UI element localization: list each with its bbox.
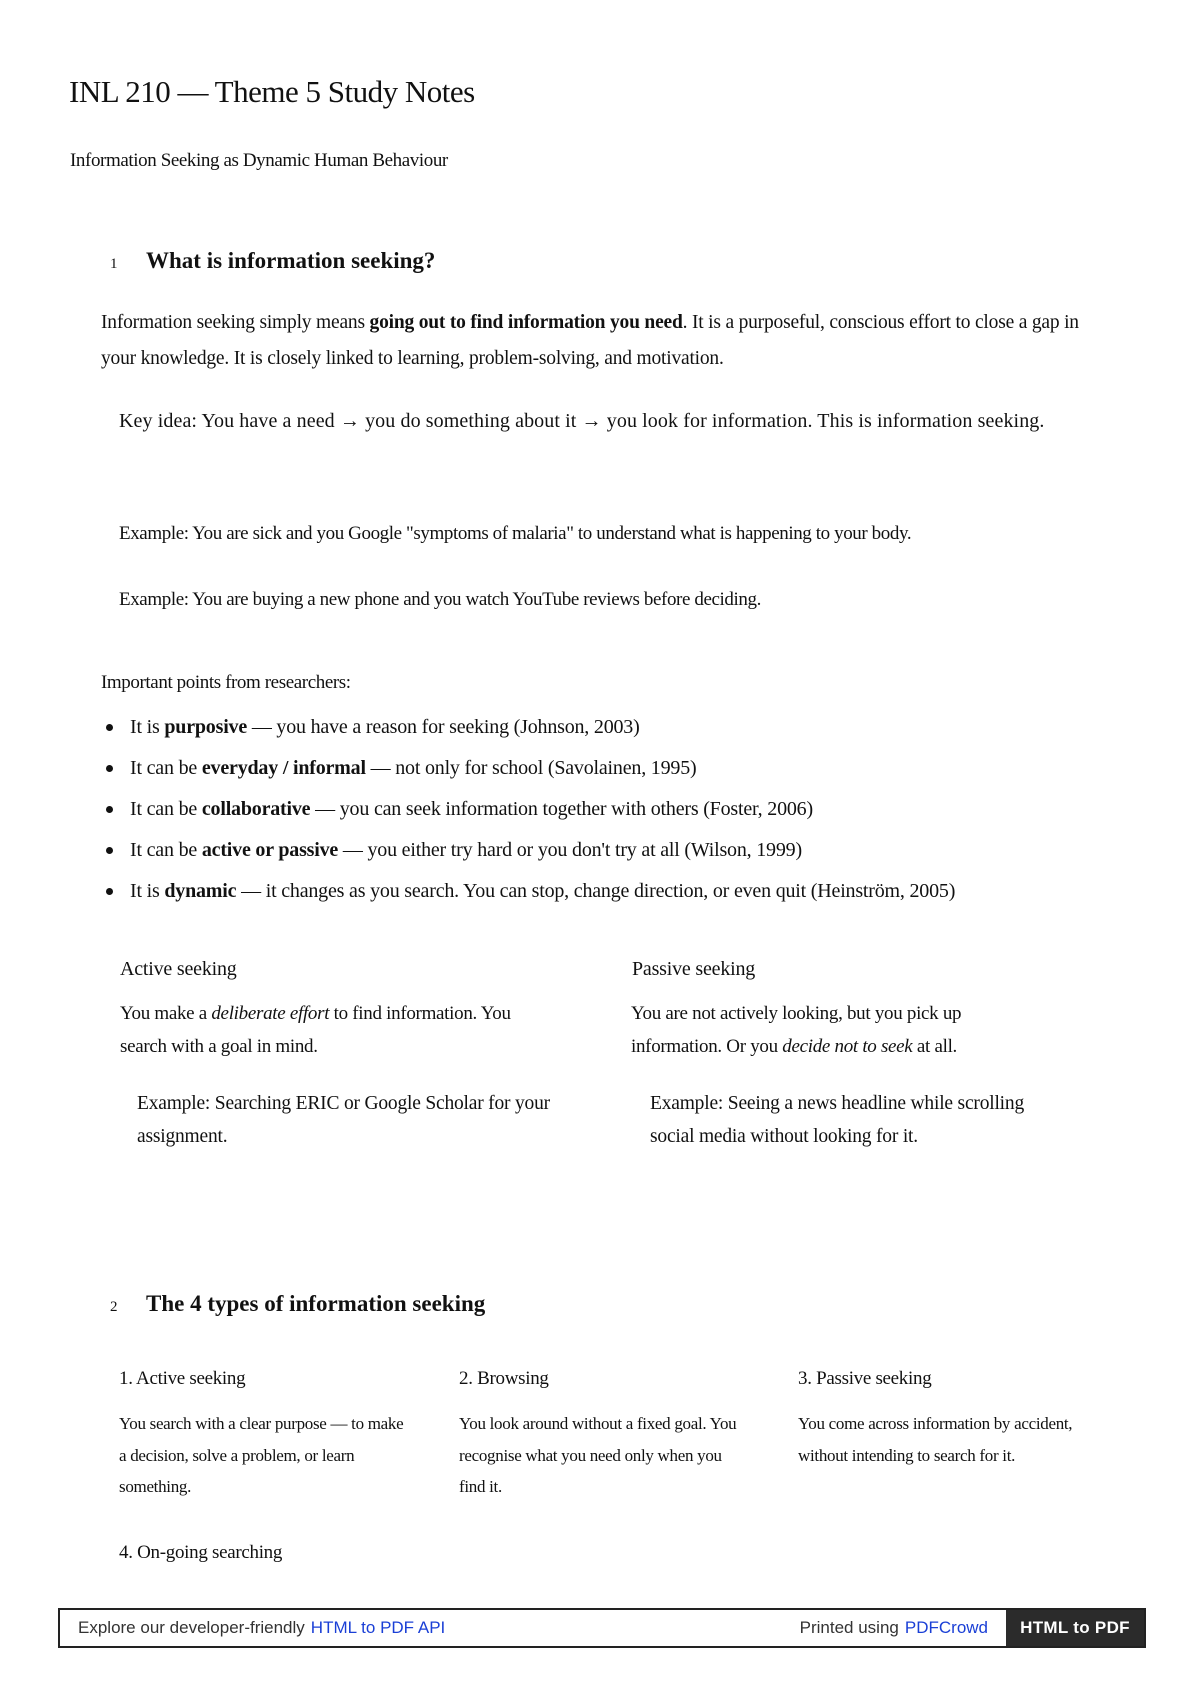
type-active-text: You search with a clear purpose — to make a decision, solve a problem, or learn something. (119, 1414, 404, 1496)
list-item: It can be active or passive — you either try hard or you don't try at all (Wilson, 1999) (106, 835, 955, 876)
research-points-list (106, 712, 955, 917)
html-to-pdf-badge[interactable]: HTML to PDF (1006, 1610, 1144, 1646)
footer-printed-text: Printed using (799, 1618, 899, 1637)
list-item: It can be everyday / informal — not only for school (Savolainen, 1995) (106, 753, 955, 794)
example-malaria: Example: You are sick and you Google "symptoms of malaria" to understand what is happening to your body. (119, 523, 912, 544)
html-to-pdf-api-link[interactable]: HTML to PDF API (310, 1618, 446, 1637)
points-label: Important points from researchers: (101, 672, 351, 693)
footer-promo-text: Explore our developer-friendly (78, 1618, 305, 1637)
type-active-title: 1. Active seeking (119, 1368, 246, 1389)
type-ongoing-title: 4. On-going searching (119, 1542, 283, 1563)
passive-seeking-title: Passive seeking (632, 958, 756, 980)
section-title: What is information seeking? (146, 248, 436, 273)
type-browsing-title: 2. Browsing (459, 1368, 549, 1389)
bullet-icon (106, 765, 113, 772)
section-heading-1 (110, 248, 435, 274)
type-browsing-text: You look around without a fixed goal. You recognise what you need only when you find it. (459, 1414, 737, 1496)
section-heading-2 (110, 1291, 485, 1317)
passive-seeking-text: You are not actively looking, but you pick up information. Or you decide not to seek at all. (631, 1003, 962, 1057)
pdfcrowd-footer (58, 1608, 1146, 1648)
type-passive-text: You come across information by accident, without intending to search for it. (798, 1414, 1073, 1465)
list-item: It is purposive — you have a reason for seeking (Johnson, 2003) (106, 712, 955, 753)
key-idea: Key idea: You have a need → you do something about it → you look for information. This is information seeking. (119, 410, 1045, 432)
bullet-icon (106, 806, 113, 813)
type-passive-title: 3. Passive seeking (798, 1368, 932, 1389)
intro-text-end: . It is a purposeful, conscious effort to close a gap in your knowledge. It is closely linked to learning, problem-solving, and motivation. (101, 312, 1079, 369)
page-title: INL 210 — Theme 5 Study Notes (69, 74, 475, 109)
bullet-icon (106, 724, 113, 731)
example-phone: Example: You are buying a new phone and you watch YouTube reviews before deciding. (119, 589, 761, 610)
footer-printed (800, 1610, 1006, 1646)
active-seeking-example: Example: Searching ERIC or Google Scholar for your assignment. (137, 1093, 550, 1147)
section-title: The 4 types of information seeking (146, 1291, 486, 1316)
active-seeking-text: You make a deliberate effort to find information. You search with a goal in mind. (120, 1003, 511, 1057)
bullet-icon (106, 847, 113, 854)
page-subtitle: Information Seeking as Dynamic Human Behaviour (70, 150, 448, 171)
footer-promo (60, 1610, 800, 1646)
section-number: 2 (110, 1299, 118, 1315)
passive-seeking-example: Example: Seeing a news headline while scrolling social media without looking for it. (650, 1093, 1024, 1147)
intro-bold: going out to find information you need (369, 312, 683, 333)
list-item: It can be collaborative — you can seek information together with others (Foster, 2006) (106, 794, 955, 835)
bullet-icon (106, 888, 113, 895)
intro-paragraph (101, 305, 1091, 377)
pdfcrowd-link[interactable]: PDFCrowd (904, 1618, 988, 1637)
intro-text: Information seeking simply means (101, 312, 370, 333)
active-seeking-title: Active seeking (120, 958, 237, 980)
list-item: It is dynamic — it changes as you search. You can stop, change direction, or even quit (Heinström, 2005) (106, 876, 955, 917)
section-number: 1 (110, 256, 118, 272)
